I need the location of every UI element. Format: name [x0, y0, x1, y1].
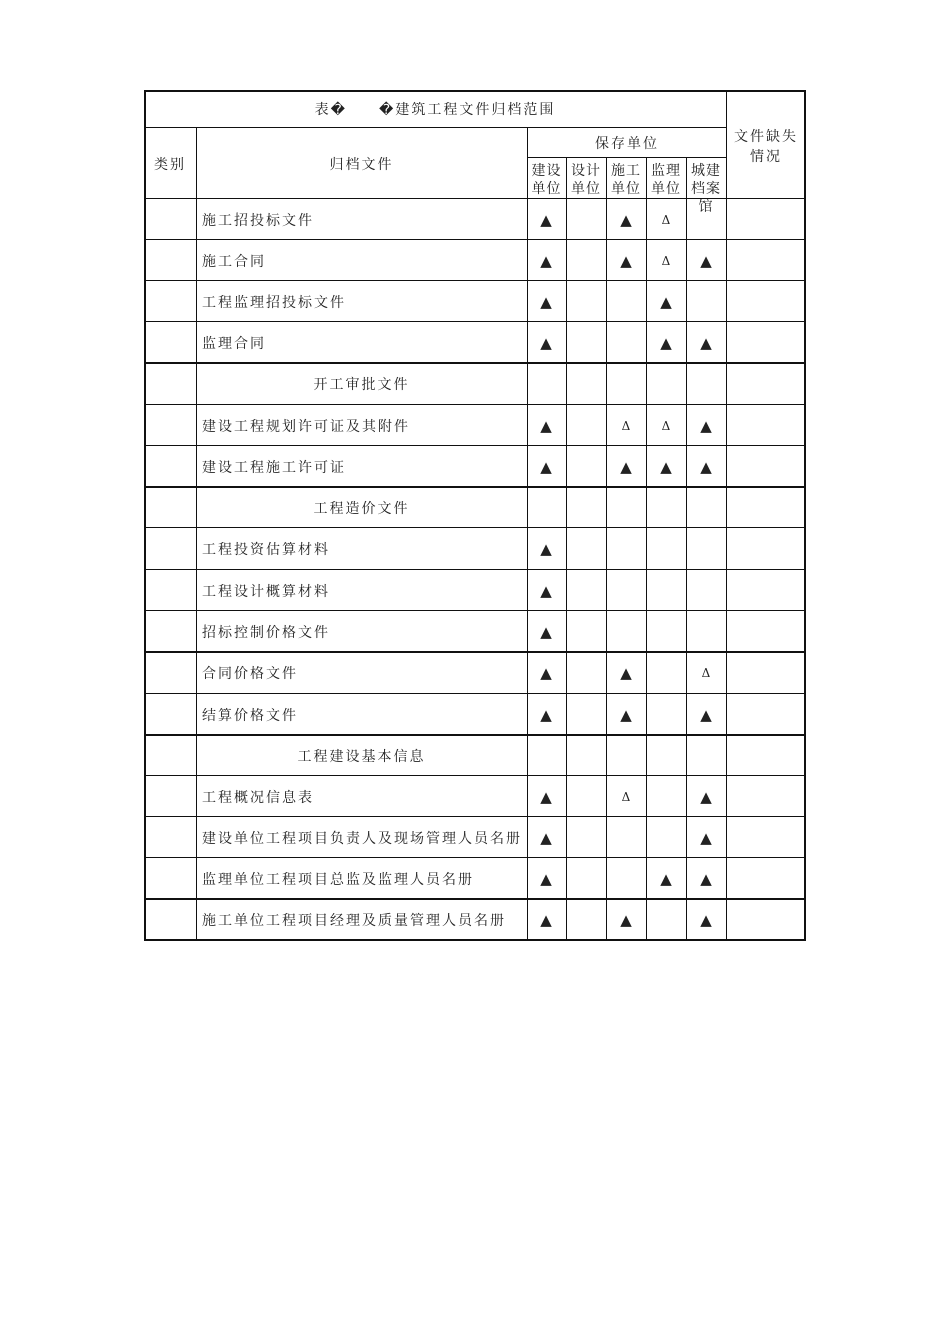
category-header: 类别: [154, 157, 186, 173]
archive-mark: ▲: [540, 292, 552, 311]
row-line-bold: [144, 651, 806, 653]
row-line-bold: [144, 898, 806, 900]
table-title: 表� �建筑工程文件归档范围: [314, 102, 556, 118]
archive-mark: Δ: [621, 789, 631, 804]
row-line: [144, 239, 806, 240]
file-name: 工程设计概算材料: [202, 583, 330, 600]
archive-mark: Δ: [621, 418, 631, 433]
archive-mark: ▲: [620, 910, 632, 929]
row-line: [144, 321, 806, 322]
archive-mark: ▲: [540, 457, 552, 476]
unit-header-chengjian: [686, 162, 726, 216]
archive-mark: ▲: [540, 539, 552, 558]
archive-mark: ▲: [620, 457, 632, 476]
section-heading: 工程造价文件: [313, 500, 410, 517]
archive-mark: Δ: [701, 665, 711, 680]
unit-header-jianshe: [527, 162, 566, 198]
archive-mark: ▲: [700, 333, 712, 352]
archive-mark: ▲: [540, 828, 552, 847]
archive-mark: ▲: [700, 457, 712, 476]
unit-divider-4: [686, 157, 687, 941]
unit-header-line: 建设: [531, 163, 562, 179]
file-name: 施工招投标文件: [202, 212, 314, 229]
table-border-bottom: [144, 939, 806, 941]
archive-mark: ▲: [620, 705, 632, 724]
archive-mark: ▲: [540, 869, 552, 888]
units-group-divider: [527, 157, 727, 158]
file-name: 监理合同: [202, 335, 266, 352]
archive-mark: ▲: [540, 705, 552, 724]
file-name: 建设单位工程项目负责人及现场管理人员名册: [202, 830, 522, 847]
unit-header-line: 施工: [611, 163, 641, 179]
unit-header-sheji: [566, 162, 606, 198]
archive-mark: Δ: [661, 418, 671, 433]
unit-divider-3: [646, 157, 647, 941]
row-line: [144, 445, 806, 446]
row-line: [144, 775, 806, 776]
file-header: 归档文件: [329, 157, 394, 173]
unit-header-line: 档案: [691, 181, 721, 197]
archive-mark: ▲: [700, 705, 712, 724]
missing-header-line2: 情况: [750, 149, 782, 165]
table-border-top: [144, 90, 806, 92]
row-line: [144, 280, 806, 281]
unit-divider-1: [566, 157, 567, 941]
file-name: 施工合同: [202, 253, 266, 270]
archive-mark: ▲: [540, 416, 552, 435]
file-name: 结算价格文件: [202, 707, 298, 724]
row-line: [144, 857, 806, 858]
file-name: 招标控制价格文件: [202, 624, 330, 641]
archive-mark: ▲: [620, 210, 632, 229]
archive-mark: Δ: [661, 253, 671, 268]
archive-mark: ▲: [700, 910, 712, 929]
archive-scope-table: [144, 90, 806, 941]
file-name: 工程投资估算材料: [202, 541, 330, 558]
file-name: 建设工程规划许可证及其附件: [202, 418, 410, 435]
archive-mark: ▲: [540, 251, 552, 270]
title-row-divider: [144, 127, 727, 128]
units-group-header: 保存单位: [595, 136, 659, 152]
file-name: 工程概况信息表: [202, 789, 314, 806]
file-column-divider: [527, 127, 528, 941]
archive-mark: ▲: [660, 457, 672, 476]
unit-header-shigong: [606, 162, 646, 198]
row-line-bold: [144, 734, 806, 736]
table-border-right: [804, 90, 806, 941]
row-line-bold: [144, 362, 806, 364]
archive-mark: ▲: [660, 333, 672, 352]
unit-header-line: 城建: [691, 163, 721, 179]
category-column-divider: [196, 127, 197, 941]
unit-header-line: 单位: [531, 181, 562, 197]
archive-mark: ▲: [660, 869, 672, 888]
row-line: [144, 527, 806, 528]
file-name: 工程监理招投标文件: [202, 294, 346, 311]
title-right-divider: [726, 90, 727, 941]
archive-mark: Δ: [661, 212, 671, 227]
archive-mark: ▲: [540, 787, 552, 806]
section-heading: 工程建设基本信息: [297, 748, 426, 765]
archive-mark: ▲: [700, 251, 712, 270]
archive-mark: ▲: [700, 416, 712, 435]
file-name: 施工单位工程项目经理及质量管理人员名册: [202, 912, 506, 929]
archive-mark: ▲: [620, 251, 632, 270]
archive-mark: ▲: [660, 292, 672, 311]
row-line: [144, 816, 806, 817]
row-line-bold: [144, 486, 806, 488]
archive-mark: ▲: [540, 910, 552, 929]
archive-mark: ▲: [540, 210, 552, 229]
row-line: [144, 610, 806, 611]
archive-mark: ▲: [540, 581, 552, 600]
archive-mark: ▲: [700, 869, 712, 888]
archive-mark: ▲: [700, 828, 712, 847]
archive-mark: ▲: [540, 333, 552, 352]
unit-divider-2: [606, 157, 607, 941]
row-line: [144, 693, 806, 694]
unit-header-line: 馆: [698, 199, 714, 215]
unit-header-line: 单位: [611, 181, 641, 197]
file-name: 监理单位工程项目总监及监理人员名册: [202, 871, 474, 888]
missing-header-line1: 文件缺失: [734, 129, 798, 145]
archive-mark: ▲: [620, 663, 632, 682]
table-border-left: [144, 90, 146, 941]
archive-mark: ▲: [540, 622, 552, 641]
archive-mark: ▲: [540, 663, 552, 682]
section-heading: 开工审批文件: [313, 376, 410, 393]
unit-header-line: 设计: [571, 163, 601, 179]
unit-header-line: 单位: [571, 181, 601, 197]
row-line: [144, 404, 806, 405]
unit-header-line: 监理: [651, 163, 681, 179]
row-line: [144, 569, 806, 570]
file-name: 建设工程施工许可证: [202, 459, 346, 476]
file-name: 合同价格文件: [202, 665, 298, 682]
unit-header-line: 单位: [651, 181, 681, 197]
unit-header-jianli: [646, 162, 686, 198]
archive-mark: ▲: [700, 787, 712, 806]
